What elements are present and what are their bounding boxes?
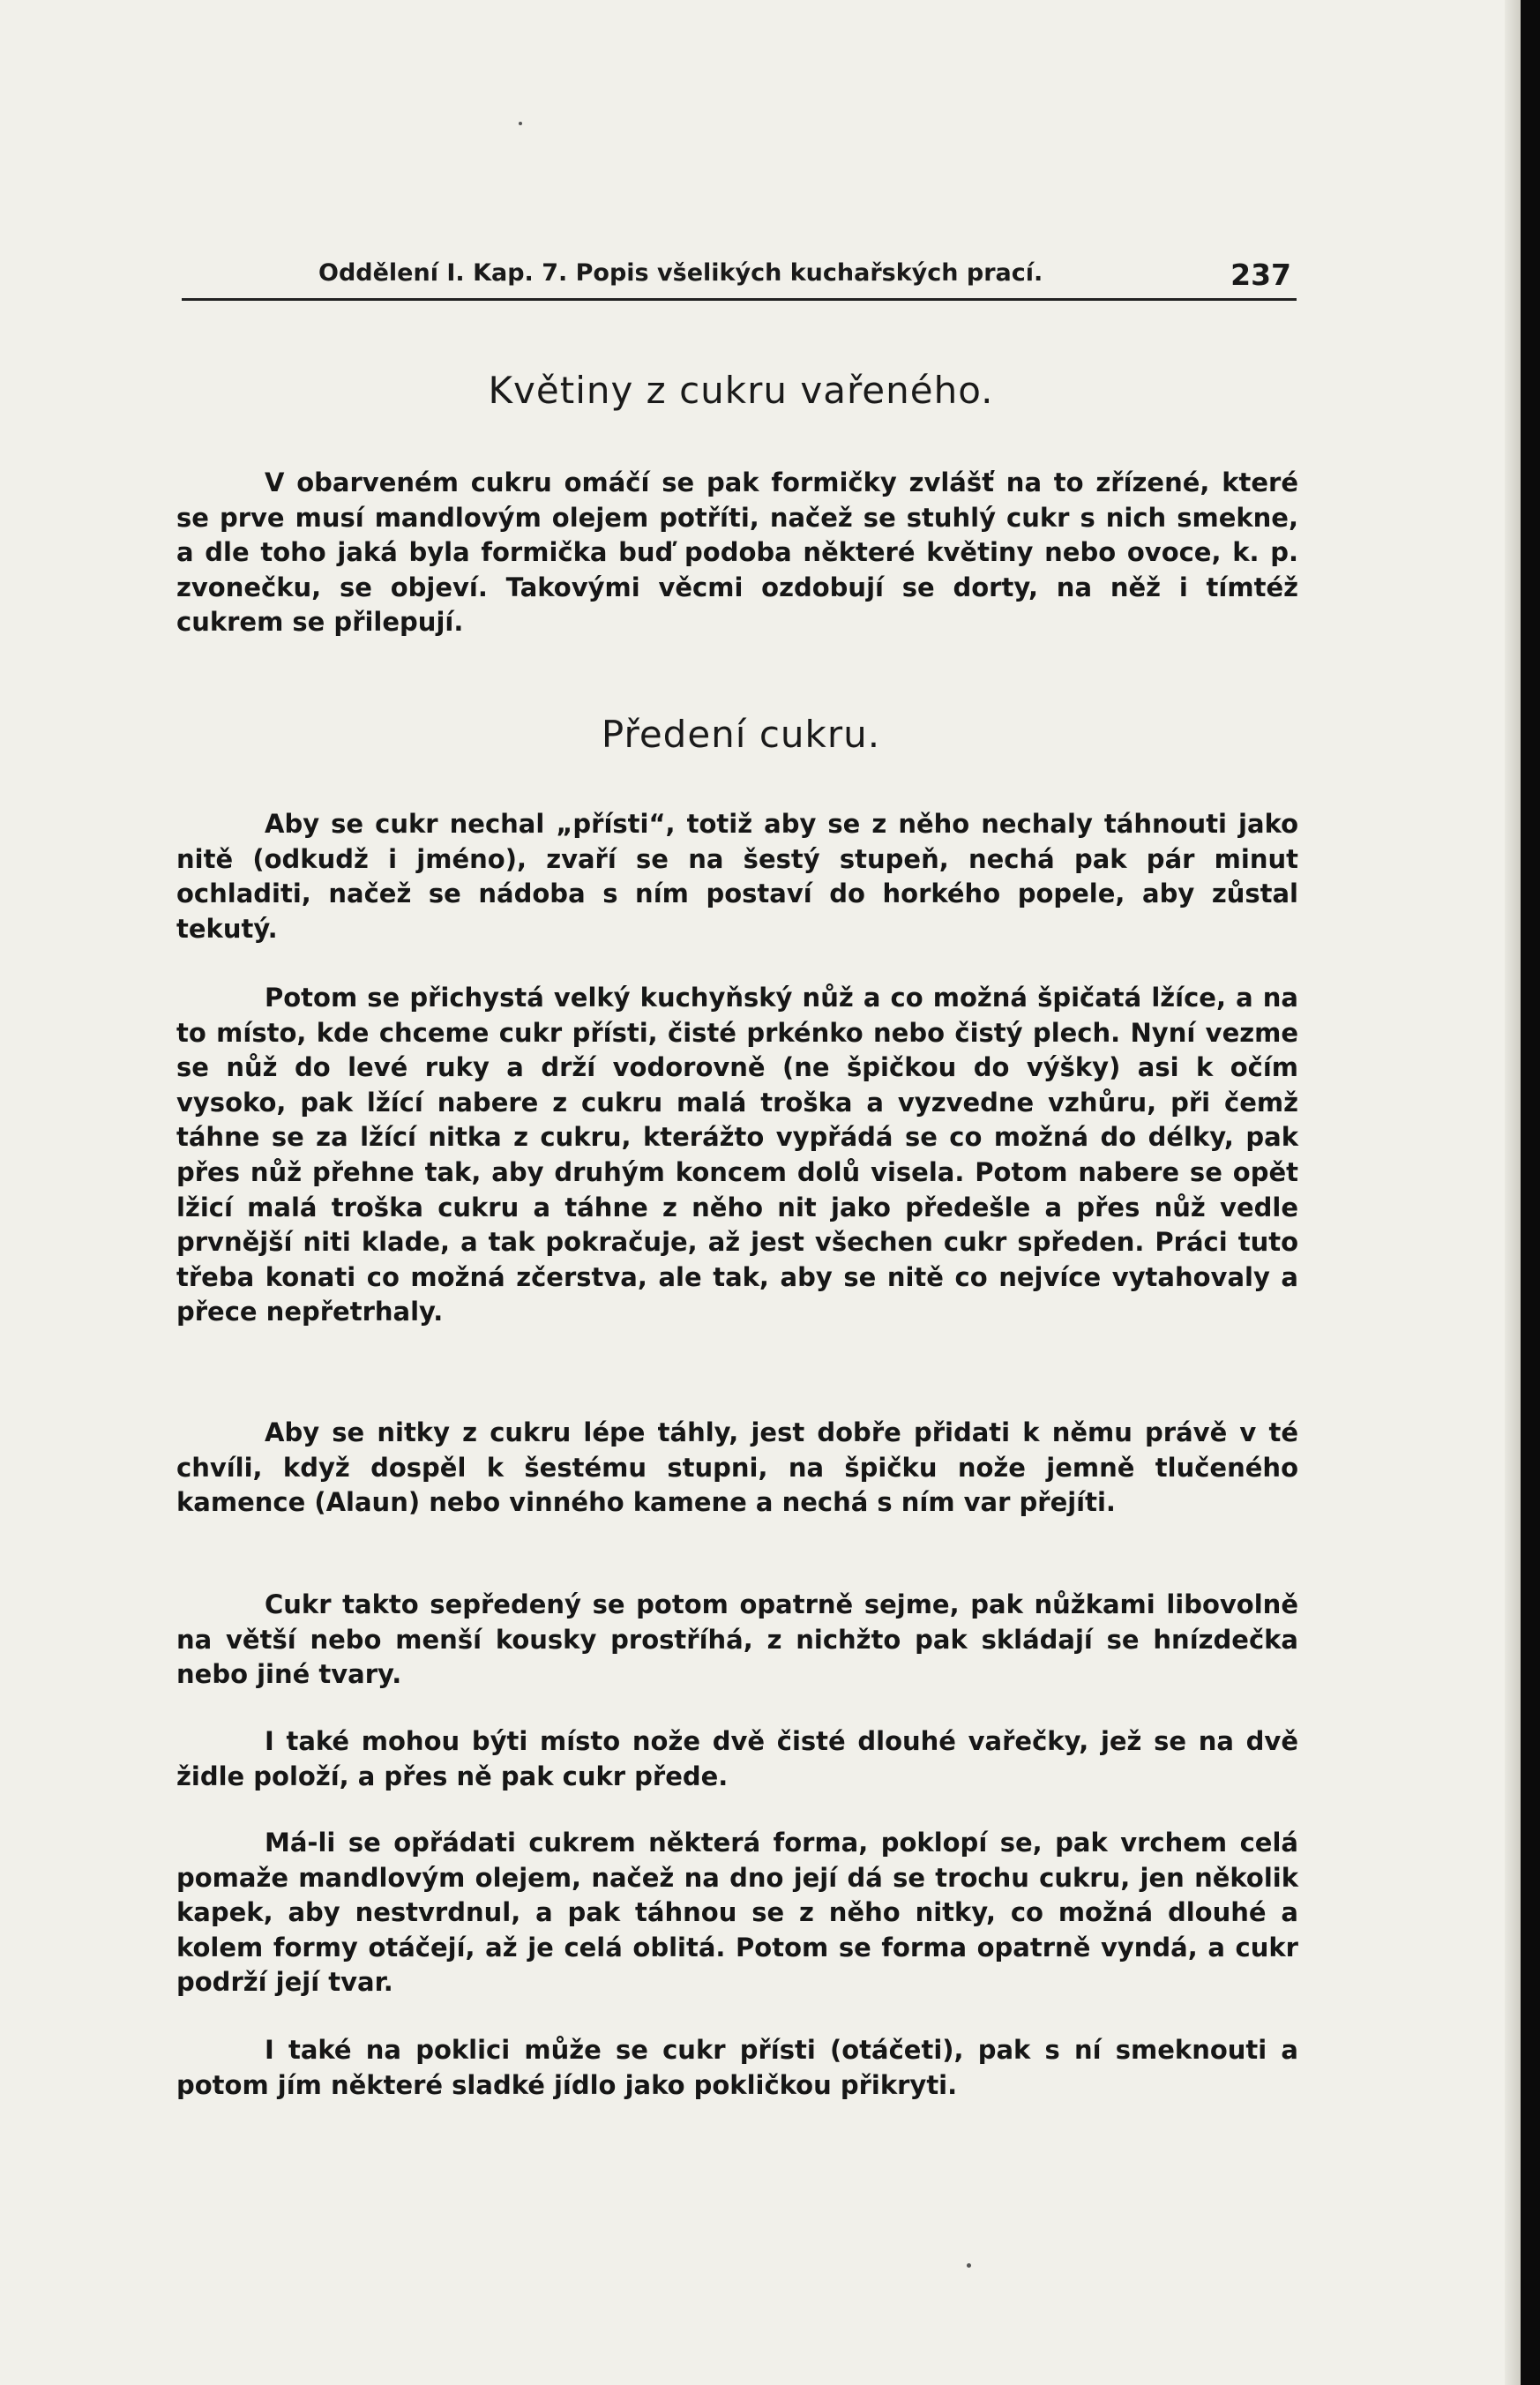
paragraph: Aby se nitky z cukru lépe táhly, jest dobře přidati k němu právě v té chvíli, když dospěl k šestému stupni, na špičku nože jemně tlučeného kamence (Alaun) nebo vinného kamene a nechá s ním var přejíti. [176, 1417, 1298, 1518]
page-number: 237 [1230, 258, 1291, 292]
paragraph: Aby se cukr nechal „přísti“, totiž aby se z něho nechaly táhnouti jako nitě (odkudž i jméno), zvaří se na šestý stupeň, nechá pak pár minut ochladiti, načež se nádoba s ním postaví do horkého popele, aby zůstal tekutý. [176, 809, 1298, 944]
paper-speck [967, 2263, 971, 2268]
section-title-sugar-flowers: Květiny z cukru vařeného. [488, 369, 994, 412]
paper-speck [519, 122, 522, 125]
paragraph: Má-li se opřádati cukrem některá forma, poklopí se, pak vrchem celá pomaže mandlovým olejem, načež na dno její dá se trochu cukru, jen několik kapek, aby nestvrdnul, a pak táhnou se z něho nitky, co možná dlouhé a kolem formy otáčejí, až je celá oblitá. Potom se forma opatrně vyndá, a cukr podrží její tvar. [176, 1828, 1298, 1998]
page-edge-shadow [1505, 0, 1521, 2385]
paragraph: Cukr takto sepředený se potom opatrně sejme, pak nůžkami libovolně na větší nebo menší kousky prostříhá, z nichžto pak skládají se hnízdečka nebo jiné tvary. [176, 1589, 1298, 1690]
section-title-spinning-sugar: Předení cukru. [601, 713, 881, 756]
paragraph: I také na poklici může se cukr přísti (otáčeti), pak s ní smeknouti a potom jím některé sladké jídlo jako pokličkou přikryti. [176, 2035, 1298, 2100]
running-header [182, 258, 1297, 296]
running-header-title: Oddělení I. Kap. 7. Popis všelikých kuchařských prací. [318, 259, 1043, 287]
paragraph: I také mohou býti místo nože dvě čisté dlouhé vařečky, jež se na dvě židle položí, a přes ně pak cukr přede. [176, 1726, 1298, 1791]
header-rule [182, 298, 1297, 301]
paragraph: V obarveném cukru omáčí se pak formičky zvlášť na to zřízené, které se prve musí mandlovým olejem potříti, načež se stuhlý cukr s nich smekne, a dle toho jaká byla formička buď podoba některé květiny nebo ovoce, k. p. zvonečku, se objeví. Takovými věcmi ozdobují se dorty, na něž i tímtéž cukrem se přilepují. [176, 467, 1298, 638]
paragraph: Potom se přichystá velký kuchyňský nůž a co možná špičatá lžíce, a na to místo, kde chceme cukr přísti, čisté prkénko nebo čistý plech. Nyní vezme se nůž do levé ruky a drží vodorovně (ne špičkou do výšky) asi k očím vysoko, pak lžící nabere z cukru malá troška a vyzvedne vzhůru, při čemž táhne se za lžící nitka z cukru, kterážto vypřádá se co možná do délky, pak přes nůž přehne tak, aby druhým koncem dolů visela. Potom nabere se opět lžicí malá troška cukru a táhne z něho nit jako předešle a přes nůž vedle prvnější niti klade, a tak pokračuje, až jest všechen cukr spředen. Práci tuto třeba konati co možná zčerstva, ale tak, aby se nitě co nejvíce vytahovaly a přece nepřetrhaly. [176, 983, 1298, 1327]
